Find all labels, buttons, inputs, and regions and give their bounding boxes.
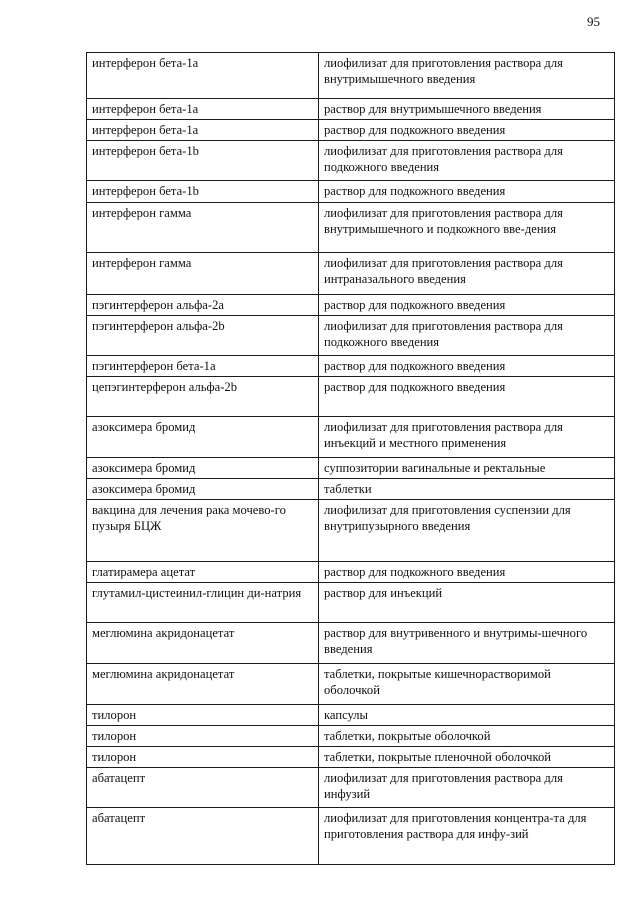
dosage-form-cell: лиофилизат для приготовления суспензии для внутрипузырного введения [319, 500, 615, 562]
drug-table [86, 52, 615, 865]
dosage-form-cell: раствор для подкожного введения [319, 295, 615, 316]
table-row [87, 356, 615, 377]
drug-name-cell: абатацепт [87, 808, 319, 865]
table-row [87, 417, 615, 458]
dosage-form-cell: лиофилизат для приготовления раствора для интраназального введения [319, 253, 615, 295]
drug-name-cell: интерферон бета-1b [87, 141, 319, 181]
drug-name-cell: азоксимера бромид [87, 417, 319, 458]
drug-name-cell: абатацепт [87, 768, 319, 808]
drug-name-cell: интерферон бета-1а [87, 99, 319, 120]
drug-name-cell: азоксимера бромид [87, 458, 319, 479]
dosage-form-cell: раствор для подкожного введения [319, 377, 615, 417]
dosage-form-cell: раствор для подкожного введения [319, 181, 615, 203]
drug-name-cell: пэгинтерферон альфа-2b [87, 316, 319, 356]
drug-name-cell: пэгинтерферон бета-1а [87, 356, 319, 377]
table-row [87, 203, 615, 253]
drug-name-cell: тилорон [87, 705, 319, 726]
table-row [87, 377, 615, 417]
table-row [87, 458, 615, 479]
dosage-form-cell: лиофилизат для приготовления раствора для подкожного введения [319, 141, 615, 181]
drug-name-cell: пэгинтерферон альфа-2а [87, 295, 319, 316]
dosage-form-cell: лиофилизат для приготовления раствора для внутримышечного введения [319, 53, 615, 99]
drug-name-cell: тилорон [87, 726, 319, 747]
table-row [87, 768, 615, 808]
dosage-form-cell: раствор для подкожного введения [319, 562, 615, 583]
drug-name-cell: глутамил-цистеинил-глицин ди-натрия [87, 583, 319, 623]
dosage-form-cell: лиофилизат для приготовления концентра-та для приготовления раствора для инфу-зий [319, 808, 615, 865]
table-row [87, 623, 615, 664]
table-row [87, 583, 615, 623]
drug-name-cell: интерферон бета-1а [87, 53, 319, 99]
drug-table-body [87, 53, 615, 865]
dosage-form-cell: раствор для подкожного введения [319, 356, 615, 377]
drug-name-cell: интерферон гамма [87, 203, 319, 253]
dosage-form-cell: раствор для внутривенного и внутримы-шечного введения [319, 623, 615, 664]
drug-name-cell: тилорон [87, 747, 319, 768]
dosage-form-cell: таблетки, покрытые кишечнорастворимой оболочкой [319, 664, 615, 705]
drug-name-cell: интерферон бета-1b [87, 181, 319, 203]
table-row [87, 562, 615, 583]
table-row [87, 99, 615, 120]
table-row [87, 705, 615, 726]
table-row [87, 747, 615, 768]
table-row [87, 120, 615, 141]
dosage-form-cell: раствор для подкожного введения [319, 120, 615, 141]
drug-name-cell: интерферон бета-1а [87, 120, 319, 141]
table-row [87, 53, 615, 99]
dosage-form-cell: капсулы [319, 705, 615, 726]
drug-name-cell: вакцина для лечения рака мочево-го пузыря БЦЖ [87, 500, 319, 562]
drug-name-cell: меглюмина акридонацетат [87, 623, 319, 664]
dosage-form-cell: таблетки, покрытые пленочной оболочкой [319, 747, 615, 768]
table-row [87, 808, 615, 865]
drug-name-cell: интерферон гамма [87, 253, 319, 295]
table-row [87, 141, 615, 181]
drug-name-cell: цепэгинтерферон альфа-2b [87, 377, 319, 417]
dosage-form-cell: лиофилизат для приготовления раствора для подкожного введения [319, 316, 615, 356]
dosage-form-cell: таблетки, покрытые оболочкой [319, 726, 615, 747]
table-row [87, 253, 615, 295]
table-row [87, 664, 615, 705]
dosage-form-cell: лиофилизат для приготовления раствора для инъекций и местного применения [319, 417, 615, 458]
table-row [87, 500, 615, 562]
drug-name-cell: меглюмина акридонацетат [87, 664, 319, 705]
dosage-form-cell: лиофилизат для приготовления раствора для инфузий [319, 768, 615, 808]
dosage-form-cell: раствор для инъекций [319, 583, 615, 623]
dosage-form-cell: раствор для внутримышечного введения [319, 99, 615, 120]
dosage-form-cell: суппозитории вагинальные и ректальные [319, 458, 615, 479]
table-row [87, 316, 615, 356]
drug-name-cell: азоксимера бромид [87, 479, 319, 500]
table-row [87, 726, 615, 747]
table-row [87, 479, 615, 500]
drug-name-cell: глатирамера ацетат [87, 562, 319, 583]
page-number: 95 [587, 14, 600, 29]
dosage-form-cell: таблетки [319, 479, 615, 500]
dosage-form-cell: лиофилизат для приготовления раствора для внутримышечного и подкожного вве-дения [319, 203, 615, 253]
table-row [87, 295, 615, 316]
table-row [87, 181, 615, 203]
